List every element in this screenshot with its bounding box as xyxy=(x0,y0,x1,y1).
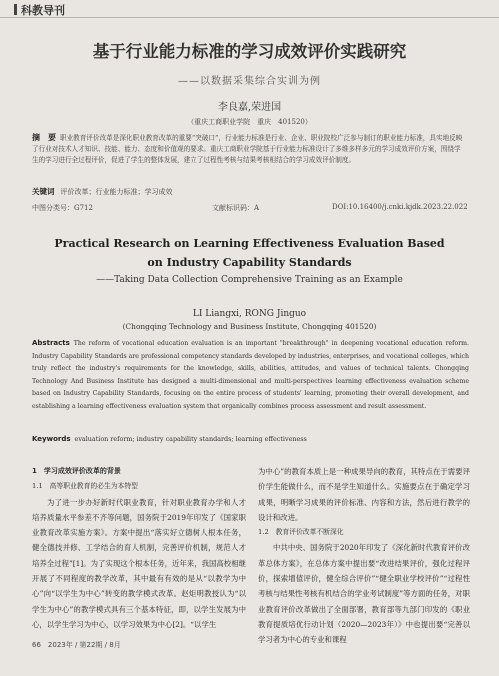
abstract-en-label: Abstracts xyxy=(32,339,70,347)
journal-section-tag: 科教导刊 xyxy=(14,2,65,18)
title-en-line1: Practical Research on Learning Effectiveness Evaluation Based xyxy=(54,237,445,250)
affiliation-en: (Chongqing Technology and Business Institute, Chongqing 401520) xyxy=(122,322,377,331)
section-heading: 1 学习成效评价改革的背景 xyxy=(32,467,121,475)
body-left-column xyxy=(32,464,246,632)
body-paragraph: 为了进一步办好新时代职业教育，针对职业教育办学和人才培养质量水平参差不齐等问题，国务院于2019年印发了《国家职业教育改革实施方案》。方案中提出“落实好立德树人根本任务，健全德技并修、工学结合的育人机制，完善评价机制，规范人才培养全过程”[1]。为了实现这个根本任务，近年来，我国高校相继开展了不同程度的教学改革，其中最有有效的是从“以教学为中心”向“以学生为中心”转变的教学模式改革。赵炬明教授认为“以学生为中心”的教学模式具有三个基本特征，即，以学生发展为中心，以学生学习为中心，以学习效果为中心[2]。“以学生 xyxy=(32,497,246,629)
abstract-en-text: The reform of vocational education evaluation is an important "breakthrough" in deepening vocational education reform. Industry Capability Standards are professional competency standards developed by industries, enterprises, and vocational colleges, which truly reflect the industry's requirements for the knowledge, skills, abilities, attitudes, and values of technical talents. Chongqing Technology And Business Institute has designed a multi-dimensional and multi-perspectives learning effectiveness evaluation scheme based on Industry Capability Standards, focusing on the entire process of students' learning, promoting their overall development, and establishing a learning effectiveness evaluation system that organically combines process assessment and result assessment. xyxy=(32,340,469,410)
abstract-cn-label: 摘 要 xyxy=(32,133,56,142)
subsection-heading: 1.1 高等职业教育的必生为本特型 xyxy=(32,482,138,491)
keywords-cn-text: 评价改革；行业能力标准；学习成效 xyxy=(60,188,173,196)
body-right-column xyxy=(258,464,470,648)
document-code: 文献标识码：A xyxy=(212,204,260,212)
title-en xyxy=(0,234,499,272)
abstract-en xyxy=(32,337,469,414)
subtitle-en: ——Taking Data Collection Comprehensive Training as an Example xyxy=(96,275,403,285)
keywords-en-label: Keywords xyxy=(32,435,71,443)
body-paragraph: 中共中央、国务院于2020年印发了《深化新时代教育评价改革总体方案》，在总体方案中提出要“改进结果评价，强化过程评价，探索增值评价，健全综合评价”“健全职业学校评价”“过程性考核与结果性考核有机结合的学业考试制度”等方面的任务，对职业教育评价改革做出了全面部署，教育部等九部门印发的《职业教育提质培优行动计划（2020—2023年）》中也提出要“完善以学习者为中心的专业和课程 xyxy=(258,543,470,645)
header-divider xyxy=(0,17,499,18)
authors-cn: 李良嘉,荣进国 xyxy=(217,102,282,113)
subsection-heading: 1.2 教育评价改革不断深化 xyxy=(258,528,344,537)
keywords-en xyxy=(32,435,469,443)
subtitle-cn: ——以数据采集综合实训为例 xyxy=(178,76,321,87)
keywords-cn-label: 关键词 xyxy=(32,187,55,196)
affiliation-cn: （重庆工商职业学院 重庆 401520） xyxy=(187,118,312,126)
keywords-en-text: evaluation reform; industry capability standards; learning effectiveness xyxy=(74,435,307,443)
clc-number: 中图分类号：G712 xyxy=(32,204,93,212)
page-footer: 66 2023年 / 第22期 / 8月 xyxy=(32,641,121,649)
authors-en: LI Liangxi, RONG Jinguo xyxy=(192,309,307,319)
body-paragraph: 为中心”的教育本质上是一种成果导向的教育，其特点在于需要评价学生能做什么，而不是学生知道什么。实施要点在于确定学习成果，明晰学习成果的评价标准、内容和方法，然后进行教学的设计和改进。 xyxy=(258,467,470,522)
abstract-cn xyxy=(32,132,467,166)
title-cn: 基于行业能力标准的学习成效评价实践研究 xyxy=(92,42,407,61)
title-en-line2: on Industry Capability Standards xyxy=(147,256,352,269)
doi: DOI:10.16400/j.cnki.kjdk.2023.22.022 xyxy=(332,203,468,211)
abstract-cn-text: 职业教育评价改革是深化职业教育改革的重要“突破口”，行业能力标准是行业、企业、职业院校广泛参与制订的职业能力标准，具实地反映了行业对技术人才知识、技能、能力、态度和价值观的要求。重庆工商职业学院基于行业能力标准设计了多维多样多元的学习成效评价方案，围绕学生的学习进行全过程评价，促进了学生的整体发展，建立了过程性考核与结果考核相结合的学习成效评价制度。 xyxy=(32,134,463,164)
keywords-cn xyxy=(32,186,173,197)
